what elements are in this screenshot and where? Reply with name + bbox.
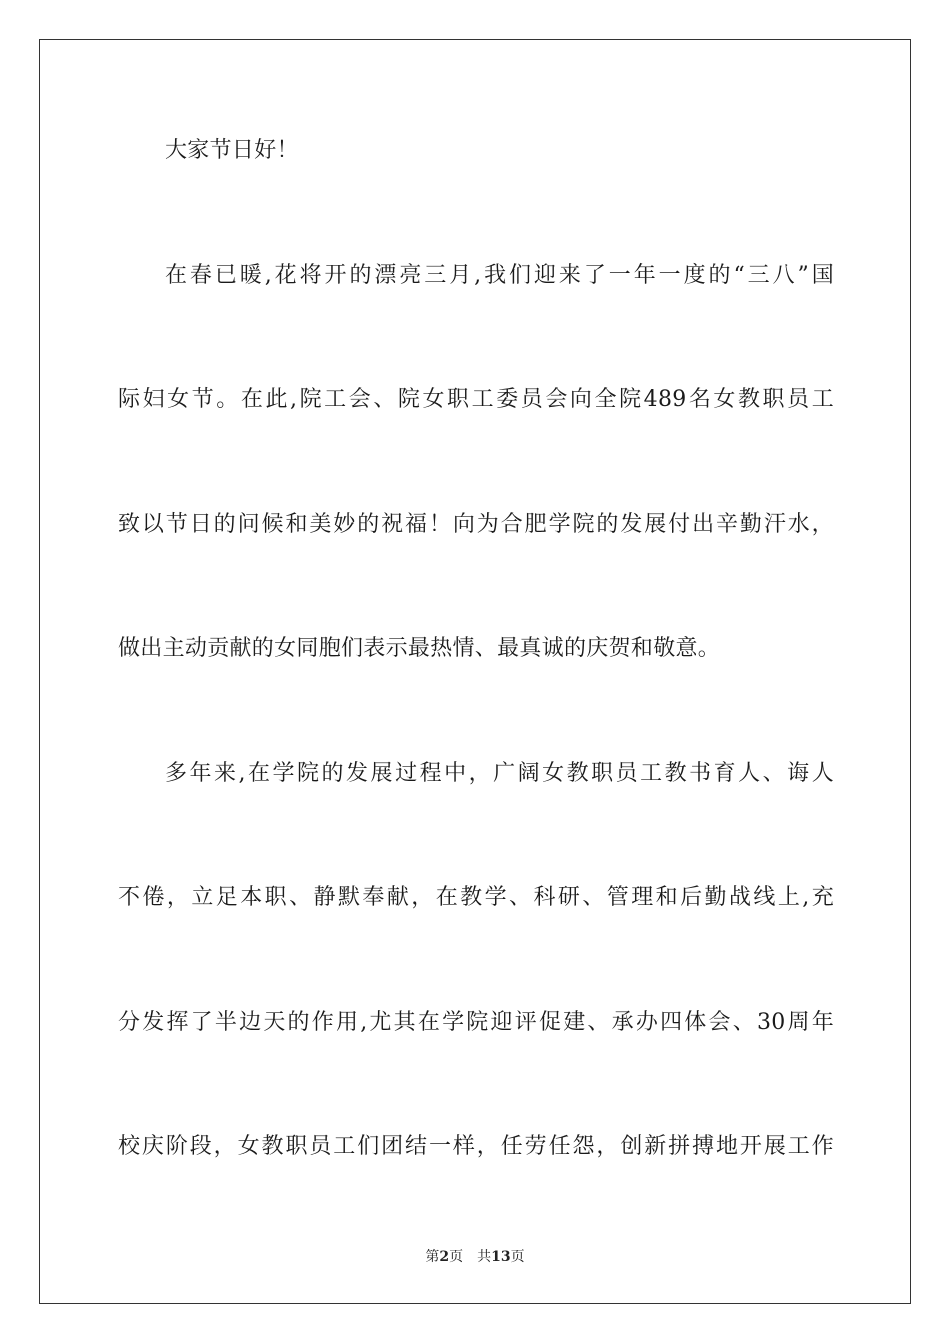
paragraph-2-line-1: 多年来,在学院的发展过程中，广阔女教职员工教书育人、诲人 [165, 761, 834, 786]
page-footer [0, 1247, 950, 1267]
greeting-line: 大家节日好！ [165, 138, 299, 163]
footer-total-pages: 13 [491, 1249, 511, 1265]
footer-total-prefix: 共 [477, 1249, 492, 1265]
footer-page-unit: 页 [449, 1249, 464, 1265]
footer-page-number: 2 [439, 1249, 450, 1265]
paragraph-1-line-2: 际妇女节。在此,院工会、院女职工委员会向全院489名女教职员工 [118, 387, 834, 412]
paragraph-2-line-3: 分发挥了半边天的作用,尤其在学院迎评促建、承办四体会、30周年 [118, 1010, 834, 1035]
paragraph-1-line-3: 致以节日的问候和美妙的祝福！向为合肥学院的发展付出辛勤汗水， [118, 512, 834, 537]
page-border [39, 39, 911, 1304]
paragraph-1-line-1: 在春已暖,花将开的漂亮三月,我们迎来了一年一度的“三八”国 [165, 263, 834, 288]
footer-total-unit: 页 [510, 1249, 525, 1265]
paragraph-2-line-2: 不倦，立足本职、静默奉献，在教学、科研、管理和后勤战线上,充 [118, 885, 834, 910]
paragraph-2-line-4: 校庆阶段，女教职员工们团结一样，任劳任怨，创新拼搏地开展工作 [118, 1134, 834, 1159]
paragraph-1-line-4: 做出主动贡献的女同胞们表示最热情、最真诚的庆贺和敬意。 [118, 636, 721, 661]
footer-page-prefix: 第 [425, 1249, 440, 1265]
